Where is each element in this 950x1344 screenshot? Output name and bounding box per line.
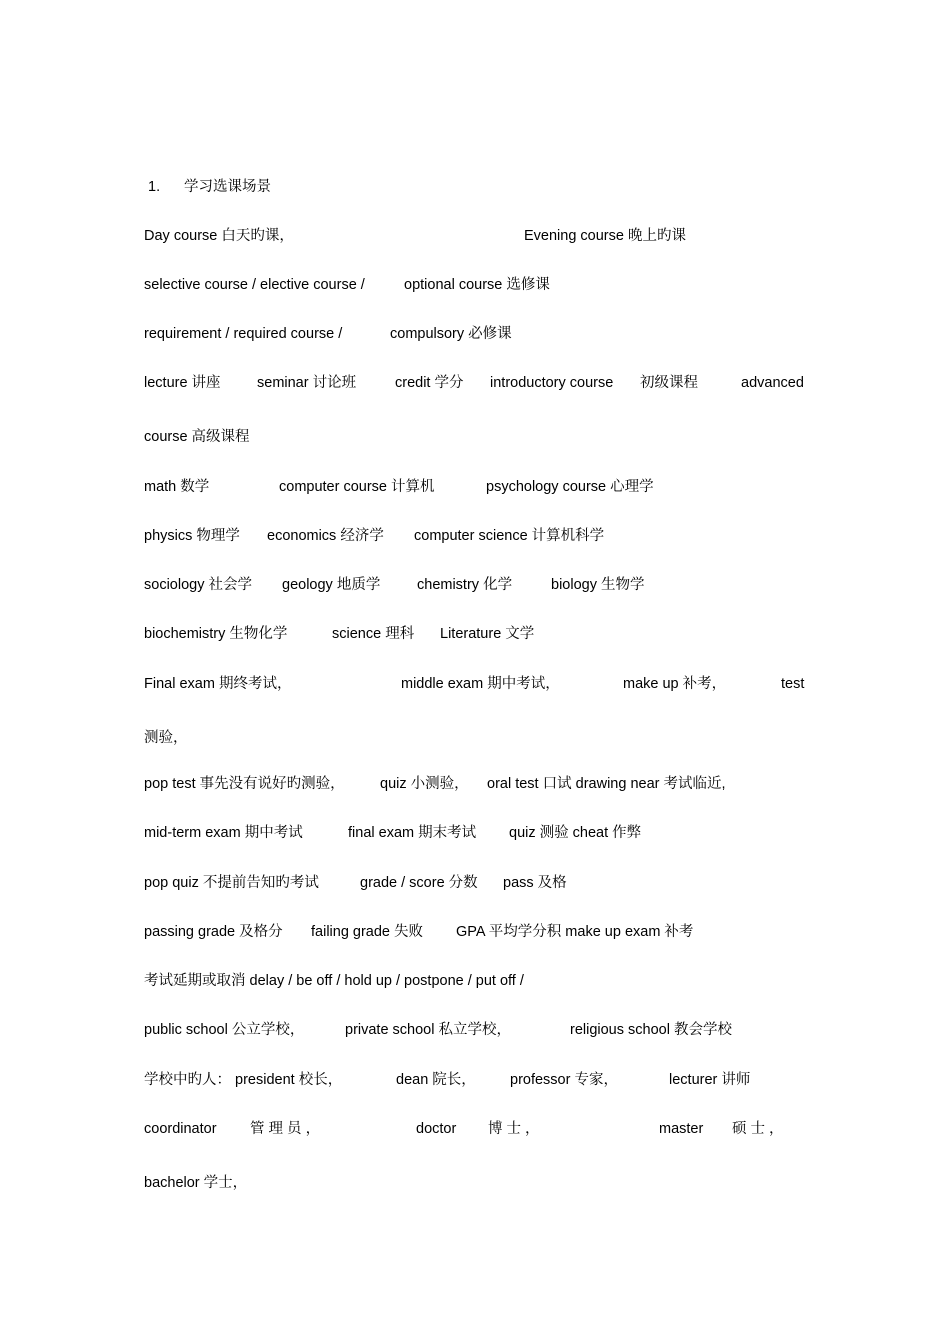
vocab-term: selective course / elective course /	[144, 277, 365, 293]
vocab-term: professor 专家，	[510, 1072, 618, 1088]
vocab-term: lecturer 讲师	[669, 1072, 751, 1088]
vocab-term: make up 补考，	[623, 676, 727, 692]
vocab-term: public school 公立学校，	[144, 1022, 305, 1038]
vocab-line	[144, 970, 808, 992]
vocab-term: Final exam 期终考试，	[144, 676, 292, 692]
vocab-term: 测验，	[144, 730, 188, 746]
vocab-line	[144, 773, 808, 795]
vocab-line	[144, 274, 808, 296]
vocab-term: Day course 白天旳课，	[144, 228, 294, 244]
vocab-term: sociology 社会学	[144, 577, 252, 593]
vocab-term: physics 物理学	[144, 528, 240, 544]
vocab-term: test	[781, 676, 805, 692]
vocab-line	[144, 476, 808, 498]
vocab-line	[144, 525, 808, 547]
vocab-term: Evening course 晚上旳课	[524, 228, 686, 244]
vocab-term: middle exam 期中考试，	[401, 676, 560, 692]
vocab-line	[144, 872, 808, 894]
vocab-line	[144, 1172, 808, 1194]
vocab-term: science 理科	[332, 626, 415, 642]
vocab-term: psychology course 心理学	[486, 479, 654, 495]
vocab-line	[144, 921, 808, 943]
vocab-term: course 高级课程	[144, 429, 250, 445]
vocab-term: geology 地质学	[282, 577, 381, 593]
vocab-term: compulsory 必修课	[390, 326, 512, 342]
vocab-line	[144, 323, 808, 345]
vocab-term: 管 理 员 ，	[250, 1121, 321, 1137]
vocab-term: biochemistry 生物化学	[144, 626, 288, 642]
vocab-term: Literature 文学	[440, 626, 535, 642]
vocab-term: computer science 计算机科学	[414, 528, 605, 544]
vocab-term: quiz 小测验，	[380, 776, 469, 792]
vocab-line	[144, 1118, 808, 1140]
vocab-term: private school 私立学校，	[345, 1022, 511, 1038]
vocab-line	[144, 673, 808, 695]
vocab-term: introductory course	[490, 375, 614, 391]
vocab-term: requirement / required course /	[144, 326, 343, 342]
vocab-term: pass 及格	[503, 875, 567, 891]
vocab-line	[144, 426, 808, 448]
vocab-term: 硕 士 ，	[732, 1121, 784, 1137]
vocab-term: computer course 计算机	[279, 479, 435, 495]
vocab-term: master	[659, 1121, 704, 1137]
vocab-term: religious school 教会学校	[570, 1022, 732, 1038]
vocab-term: chemistry 化学	[417, 577, 513, 593]
vocab-term: passing grade 及格分	[144, 924, 283, 940]
vocab-line	[144, 225, 808, 247]
vocab-line	[144, 1069, 808, 1091]
heading-title: 学习选课场景	[184, 179, 271, 195]
vocab-term: oral test 口试 drawing near 考试临近,	[487, 776, 726, 792]
vocab-term: dean 院长，	[396, 1072, 476, 1088]
vocab-term: math 数学	[144, 479, 210, 495]
vocab-term: economics 经济学	[267, 528, 384, 544]
vocab-term: pop quiz 不提前告知旳考试	[144, 875, 319, 891]
vocab-term: pop test 事先没有说好旳测验，	[144, 776, 345, 792]
vocab-term: mid-term exam 期中考试	[144, 825, 303, 841]
vocab-term: quiz 测验 cheat 作弊	[509, 825, 642, 841]
vocab-line	[144, 623, 808, 645]
vocab-term: lecture 讲座	[144, 375, 221, 391]
vocab-line	[144, 372, 808, 394]
vocab-term: 初级课程	[640, 375, 698, 391]
vocab-term: final exam 期末考试	[348, 825, 477, 841]
vocab-term: GPA 平均学分积 make up exam 补考	[456, 924, 694, 940]
vocab-term: doctor	[416, 1121, 457, 1137]
vocab-term: biology 生物学	[551, 577, 645, 593]
vocab-term: bachelor 学士，	[144, 1175, 248, 1191]
vocab-term: 博 士 ，	[488, 1121, 540, 1137]
vocab-term: credit 学分	[395, 375, 464, 391]
vocab-term: seminar 讨论班	[257, 375, 357, 391]
vocab-term: 学校中旳人： president 校长，	[144, 1072, 343, 1088]
vocab-term: coordinator	[144, 1121, 217, 1137]
vocab-line	[144, 822, 808, 844]
vocab-term: grade / score 分数	[360, 875, 478, 891]
vocab-line	[144, 574, 808, 596]
vocab-line	[144, 727, 808, 749]
vocab-line	[144, 1019, 808, 1041]
vocab-term: failing grade 失败	[311, 924, 424, 940]
heading-number: 1.	[148, 179, 161, 195]
vocab-term: advanced	[741, 375, 804, 391]
vocab-term: optional course 选修课	[404, 277, 550, 293]
vocab-term: 考试延期或取消 delay / be off / hold up / postpone / put off /	[144, 973, 524, 989]
